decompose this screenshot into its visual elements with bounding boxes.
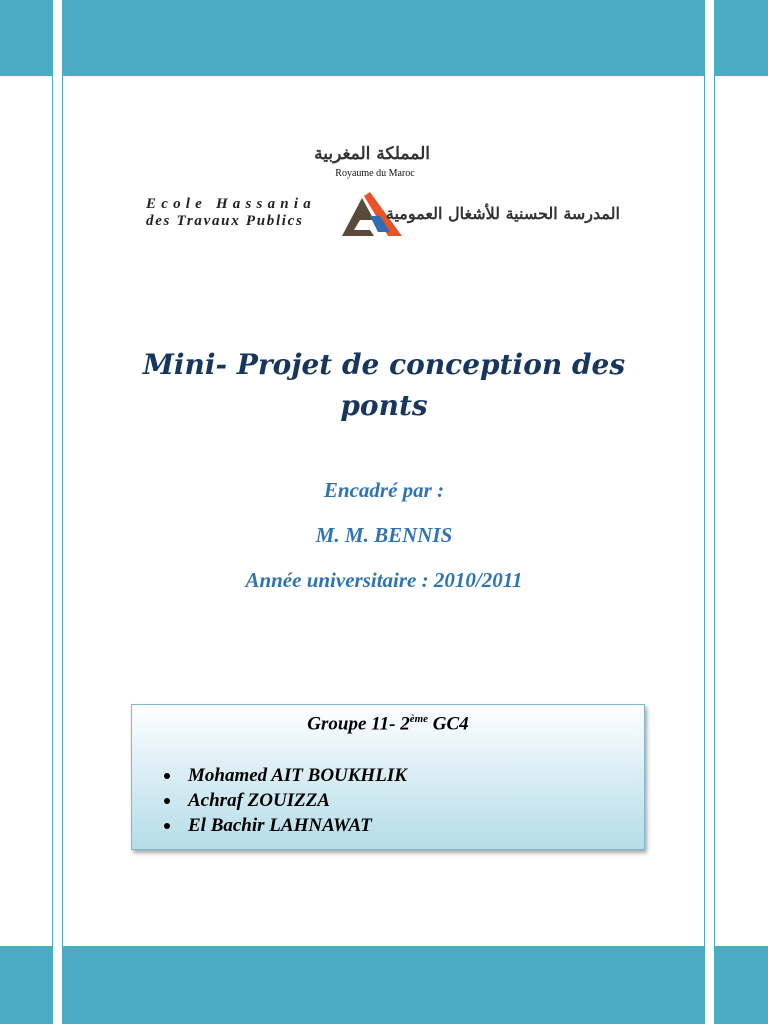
bullet-icon bbox=[164, 798, 170, 804]
kingdom-arabic: المملكة المغربية bbox=[314, 144, 430, 164]
list-item bbox=[164, 813, 407, 838]
member-name: Mohamed AIT BOUKHLIK bbox=[188, 765, 407, 786]
group-box bbox=[131, 704, 645, 850]
page-frame-right-inner bbox=[704, 0, 705, 1024]
bullet-icon bbox=[164, 823, 170, 829]
supervisor-name: M. M. BENNIS bbox=[315, 523, 453, 547]
bullet-icon bbox=[164, 773, 170, 779]
page-frame-right bbox=[714, 0, 715, 1024]
school-name-arabic: المدرسة الحسنية للأشغال العمومية bbox=[385, 204, 620, 223]
group-title-sup: ème bbox=[409, 713, 429, 725]
group-title bbox=[132, 713, 644, 735]
bottom-banner-left bbox=[0, 946, 52, 1024]
page-frame-left bbox=[52, 0, 53, 1024]
list-item bbox=[164, 788, 407, 813]
top-banner bbox=[62, 0, 704, 76]
bottom-banner-right bbox=[714, 946, 768, 1024]
member-list bbox=[164, 763, 407, 838]
school-logo-block bbox=[140, 140, 620, 240]
member-name: Achraf ZOUIZZA bbox=[188, 790, 330, 811]
supervisor-label: Encadré par : bbox=[323, 478, 445, 502]
document-title: Mini- Projet de conception des ponts bbox=[142, 348, 626, 422]
academic-year: Année universitaire : 2010/2011 bbox=[245, 568, 523, 592]
member-name: El Bachir LAHNAWAT bbox=[188, 815, 372, 836]
school-name-line2: des Travaux Publics bbox=[146, 213, 304, 229]
kingdom-label: Royaume du Maroc bbox=[335, 168, 415, 179]
group-title-end: GC4 bbox=[428, 713, 469, 735]
school-name-fr bbox=[146, 196, 336, 230]
list-item bbox=[164, 763, 407, 788]
top-banner-left bbox=[0, 0, 52, 76]
school-name-line1: Ecole Hassania bbox=[146, 196, 316, 212]
top-banner-right bbox=[714, 0, 768, 76]
bottom-banner bbox=[62, 946, 704, 1024]
group-title-main: Groupe 11- 2 bbox=[307, 713, 410, 735]
page-frame-left-inner bbox=[62, 0, 63, 1024]
